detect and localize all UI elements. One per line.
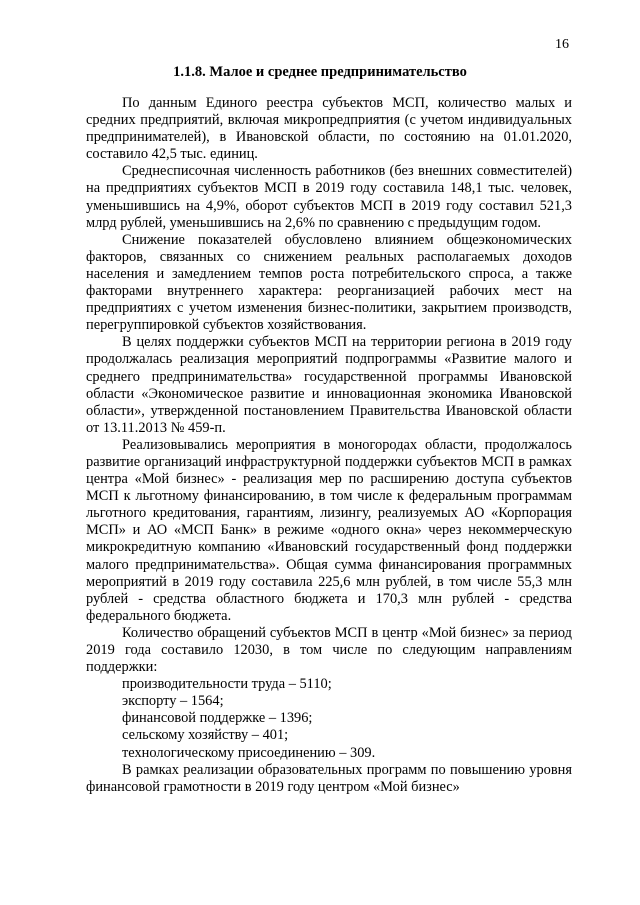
paragraph-msp-count: По данным Единого реестра субъектов МСП, количество малых и средних предприятий, включая микропредприятия (с учетом индивидуальных предпринимателей), в Ивановской области, по состоянию на 01.01.2020, составило 42,5 тыс. единиц.: [86, 95, 572, 163]
paragraph-requests-count: Количество обращений субъектов МСП в центр «Мой бизнес» за период 2019 года составило 12030, в том числе по следующим направлениям поддержки:: [86, 624, 572, 676]
page-number: 16: [555, 37, 569, 52]
paragraph-financial-literacy: В рамках реализации образовательных программ по повышению уровня финансовой грамотности в 2019 году центром «Мой бизнес»: [86, 761, 572, 795]
paragraph-monotowns: Реализовывались мероприятия в моногородах области, продолжалось развитие организаций инфраструктурной поддержки субъектов МСП в рамках центра «Мой бизнес» - реализация мер по расширению доступа субъектов МСП к льготному финансированию, в том числе к федеральным программам льготного кредитования, гарантиям, лизингу, реализуемых АО «Корпорация МСП» и АО «МСП Банк» в режиме «одного окна» через некоммерческую микрокредитную компанию «Ивановский государственный фонд поддержки малого предпринимательства». Общая сумма финансирования программных мероприятий в 2019 году составила 225,6 млн рублей, в том числе 55,3 млн рублей - средства областного бюджета и 170,3 млн рублей - средства федерального бюджета.: [86, 436, 572, 624]
list-item: финансовой поддержке – 1396;: [122, 710, 313, 727]
paragraph-employees-turnover: Среднесписочная численность работников (без внешних совместителей) на предприятиях субъектов МСП в 2019 году составила 148,1 тыс. человек, уменьшившись на 4,9%, оборот субъектов МСП в 2019 году составил 521,3 млрд рублей, уменьшившись на 2,6% по сравнению с предыдущим годом.: [86, 163, 572, 231]
list-item: технологическому присоединению – 309.: [122, 744, 376, 761]
list-item: производительности труда – 5110;: [122, 676, 332, 693]
list-item: сельскому хозяйству – 401;: [122, 727, 289, 744]
paragraph-decline-reasons: Снижение показателей обусловлено влиянием общеэкономических факторов, связанных со снижением реальных располагаемых доходов населения и замедлением темпов роста потребительского спроса, а также факторами внутреннего характера: реорганизацией рабочих мест на предприятиях с учетом изменения бизнес-политики, закрытием производств, перегруппировкой субъектов хозяйствования.: [86, 231, 572, 334]
paragraph-support-program: В целях поддержки субъектов МСП на территории региона в 2019 году продолжалась реализация мероприятий подпрограммы «Развитие малого и среднего предпринимательства» государственной программы Ивановской области «Экономическое развитие и инновационная экономика Ивановской области», утвержденной постановлением Правительства Ивановской области от 13.11.2013 № 459-п.: [86, 334, 572, 436]
section-heading: 1.1.8. Малое и среднее предпринимательство: [173, 64, 467, 80]
list-item: экспорту – 1564;: [122, 693, 224, 710]
body-text: [86, 95, 572, 796]
